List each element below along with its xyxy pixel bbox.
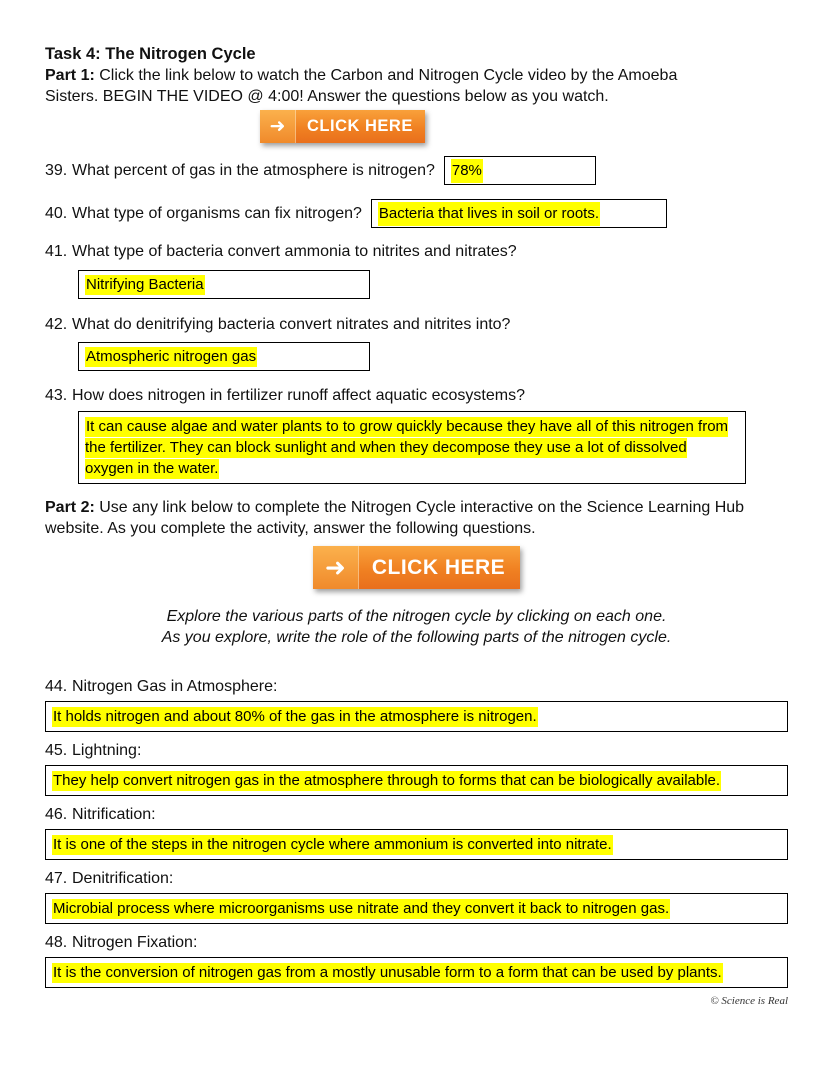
question-47 bbox=[45, 868, 788, 924]
question-48-number: 48. bbox=[45, 934, 68, 951]
question-47-text: Denitrification: bbox=[72, 870, 174, 887]
question-44-line bbox=[45, 676, 788, 697]
question-40-text: What type of organisms can fix nitrogen? bbox=[72, 205, 362, 222]
arrow-glyph: ➜ bbox=[269, 115, 286, 137]
question-40 bbox=[45, 199, 788, 228]
question-47-line bbox=[45, 868, 788, 889]
part2-label: Part 2: bbox=[45, 499, 95, 516]
part2-intro-text: Use any link below to complete the Nitrogen Cycle interactive on the Science Learning Hub website. As you complete the activity, answer the following questions. bbox=[45, 499, 745, 537]
answer-box-40[interactable] bbox=[371, 199, 667, 228]
part1-intro-text: Click the link below to watch the Carbon and Nitrogen Cycle video by the Amoeba Sisters. BEGIN THE VIDEO @ 4:00! Answer the questions below as you watch. bbox=[45, 67, 678, 105]
question-39 bbox=[45, 156, 788, 185]
part1-button-label: CLICK HERE bbox=[307, 117, 413, 135]
question-39-text: What percent of gas in the atmosphere is nitrogen? bbox=[72, 162, 435, 179]
part1-label: Part 1: bbox=[45, 67, 95, 84]
instructions-line-1: Explore the various parts of the nitrogen cycle by clicking on each one. bbox=[166, 608, 667, 625]
answer-41-text: Nitrifying Bacteria bbox=[86, 276, 204, 293]
explore-instructions bbox=[45, 606, 788, 648]
question-44 bbox=[45, 676, 788, 732]
answer-47-text: Microbial process where microorganisms use nitrate and they convert it back to nitrogen gas. bbox=[53, 900, 670, 917]
answer-box-41[interactable] bbox=[78, 270, 370, 299]
answer-43-text: It can cause algae and water plants to to grow quickly because they have all of this nitrogen from the fertilizer. They can block sunlight and when they decompose they use a lot of dissolved oxygen in the water. bbox=[85, 418, 729, 477]
question-44-number: 44. bbox=[45, 678, 68, 695]
question-45-text: Lightning: bbox=[72, 742, 142, 759]
question-41-text: What type of bacteria convert ammonia to nitrites and nitrates? bbox=[72, 243, 517, 260]
answer-44-text: It holds nitrogen and about 80% of the gas in the atmosphere is nitrogen. bbox=[53, 708, 537, 725]
part1-intro bbox=[45, 65, 713, 107]
answer-42-text: Atmospheric nitrogen gas bbox=[86, 348, 257, 365]
answer-box-44[interactable] bbox=[45, 701, 788, 732]
part1-click-here-button[interactable] bbox=[260, 110, 425, 143]
part2-click-here-button[interactable] bbox=[313, 546, 520, 589]
answer-box-39[interactable] bbox=[444, 156, 596, 185]
answer-box-48[interactable] bbox=[45, 957, 788, 988]
question-48 bbox=[45, 932, 788, 988]
question-41-line bbox=[45, 241, 788, 262]
answer-box-43[interactable] bbox=[78, 411, 746, 484]
answer-box-46[interactable] bbox=[45, 829, 788, 860]
question-46-line bbox=[45, 804, 788, 825]
question-45-number: 45. bbox=[45, 742, 68, 759]
question-48-line bbox=[45, 932, 788, 953]
question-41 bbox=[45, 241, 788, 299]
question-44-text: Nitrogen Gas in Atmosphere: bbox=[72, 678, 278, 695]
question-46-number: 46. bbox=[45, 806, 68, 823]
part2-button-label: CLICK HERE bbox=[371, 556, 506, 579]
answer-39-text: 78% bbox=[451, 159, 483, 183]
question-42 bbox=[45, 314, 788, 371]
answer-46-text: It is one of the steps in the nitrogen cycle where ammonium is converted into nitrate. bbox=[53, 836, 612, 853]
instructions-line-2: As you explore, write the role of the following parts of the nitrogen cycle. bbox=[161, 629, 672, 646]
question-41-number: 41. bbox=[45, 243, 68, 260]
arrow-right-icon bbox=[260, 110, 296, 143]
copyright-credit: © Science is Real bbox=[710, 995, 788, 1007]
question-45-line bbox=[45, 740, 788, 761]
question-43-text: How does nitrogen in fertilizer runoff affect aquatic ecosystems? bbox=[72, 387, 525, 404]
question-42-text: What do denitrifying bacteria convert nitrates and nitrites into? bbox=[72, 316, 511, 333]
question-45 bbox=[45, 740, 788, 796]
answer-48-text: It is the conversion of nitrogen gas from a mostly unusable form to a form that can be used by plants. bbox=[53, 964, 722, 981]
question-48-text: Nitrogen Fixation: bbox=[72, 934, 198, 951]
answer-40-text: Bacteria that lives in soil or roots. bbox=[378, 202, 600, 226]
question-43-number: 43. bbox=[45, 387, 68, 404]
question-40-number: 40. bbox=[45, 205, 68, 222]
question-43 bbox=[45, 385, 788, 484]
question-42-line bbox=[45, 314, 788, 335]
question-46-text: Nitrification: bbox=[72, 806, 156, 823]
part2-intro bbox=[45, 497, 765, 539]
answer-box-45[interactable] bbox=[45, 765, 788, 796]
page-title: Task 4: The Nitrogen Cycle bbox=[45, 45, 256, 63]
answer-box-42[interactable] bbox=[78, 342, 370, 371]
part1-button-row bbox=[260, 110, 788, 143]
arrow-glyph: ➜ bbox=[324, 553, 346, 582]
question-42-number: 42. bbox=[45, 316, 68, 333]
question-43-line bbox=[45, 385, 788, 406]
arrow-right-icon bbox=[313, 546, 359, 589]
answer-box-47[interactable] bbox=[45, 893, 788, 924]
question-47-number: 47. bbox=[45, 870, 68, 887]
question-39-number: 39. bbox=[45, 162, 68, 179]
answer-45-text: They help convert nitrogen gas in the atmosphere through to forms that can be biologically available. bbox=[53, 772, 721, 789]
question-46 bbox=[45, 804, 788, 860]
part2-button-row bbox=[45, 546, 788, 589]
